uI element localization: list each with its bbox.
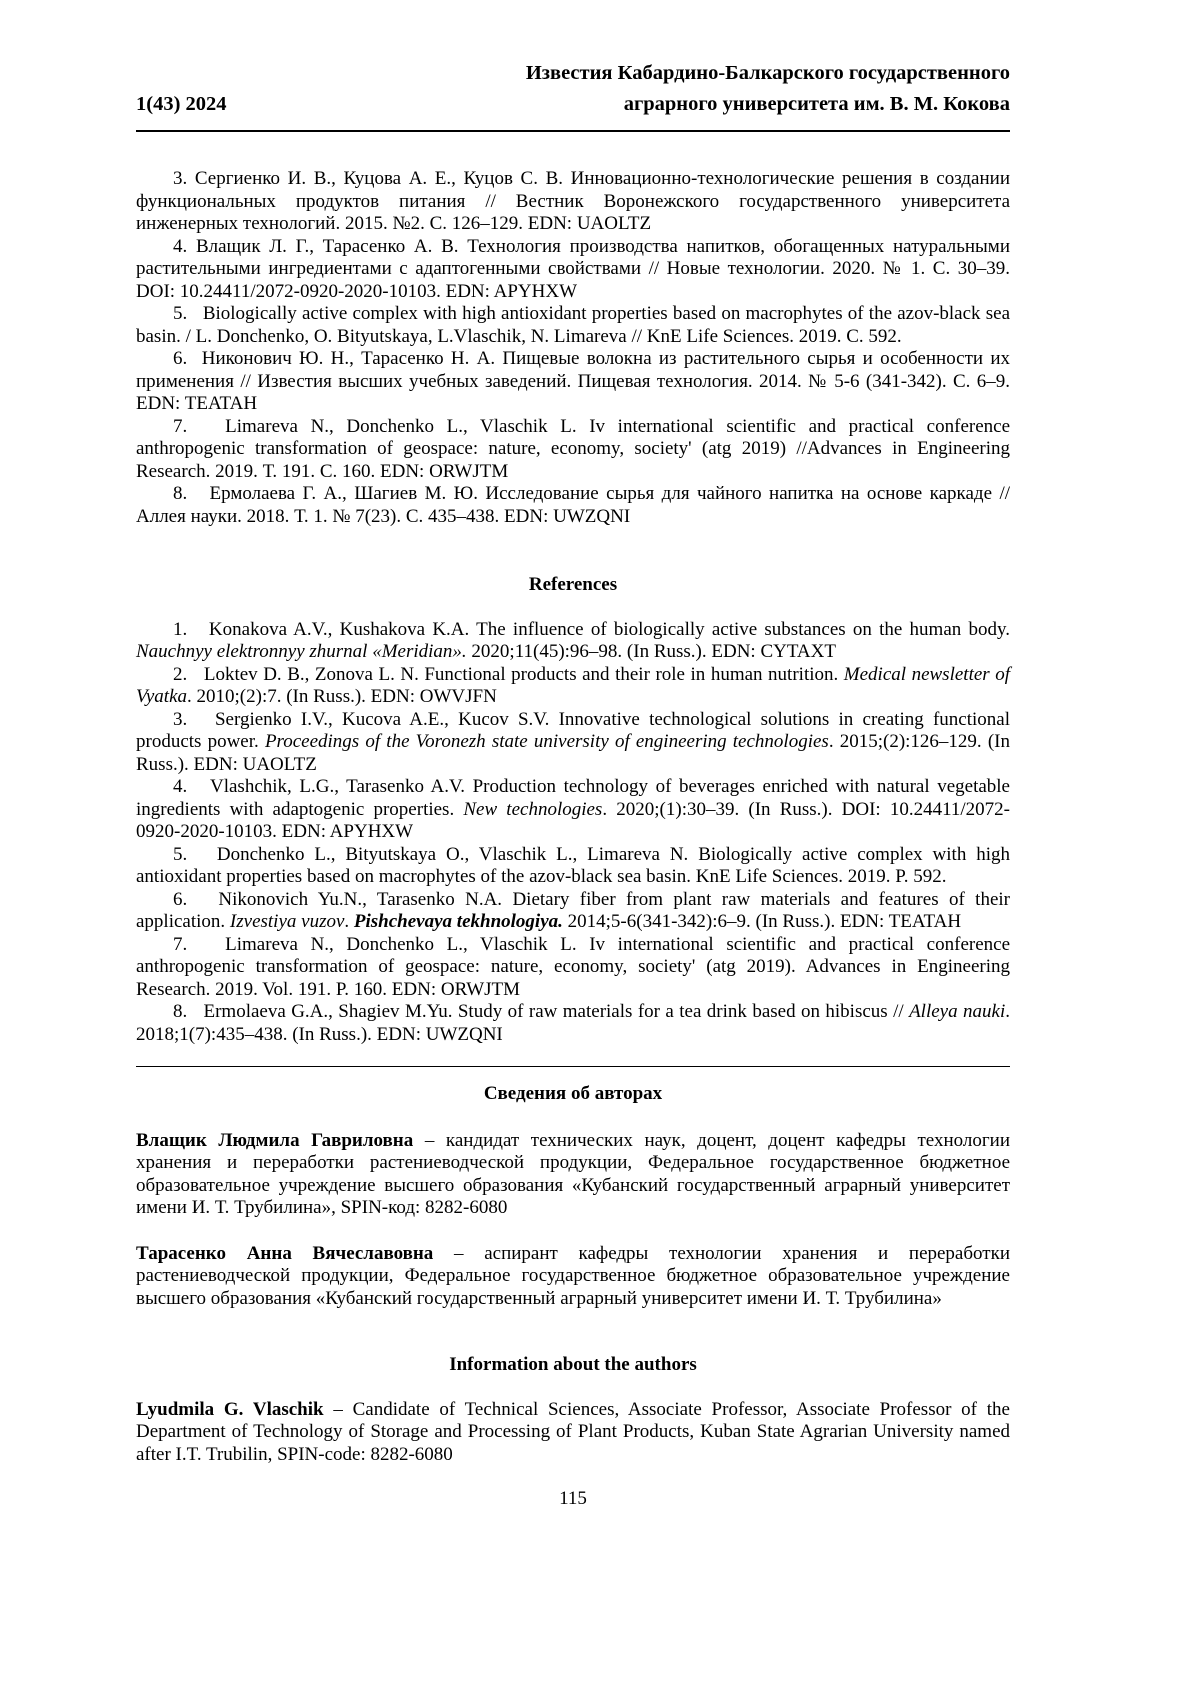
author-description: – аспирант кафедры технологии хранения и переработки растениеводческой продукции, Федеральное государственное бюджетное образовательное учреждение высшего образования «Кубанский государственный аграрный университет имени И. Т. Трубилина» (136, 1242, 1010, 1309)
reference-text: . 2015;(2):126–129. (In Russ.). EDN: UAOLTZ (136, 731, 1010, 775)
author-description: – Candidate of Technical Sciences, Associate Professor, Associate Professor of the Department of Technology of Storage and Processing of Plant Products, Kuban State Agrarian University named after I.T. Trubilin, SPIN-code: 8282-6080 (136, 1398, 1010, 1465)
page-header (136, 58, 1010, 132)
authors-ru-heading: Сведения об авторах (483, 1083, 663, 1104)
reference-source-italic: Nauchnyy elektronnyy zhurnal «Meridian». (136, 641, 467, 662)
author-entry-ru-2 (136, 1243, 1010, 1311)
authors-ru-section (136, 1130, 1010, 1311)
page-number: 115 (559, 1488, 587, 1509)
author-name: Влащик Людмила Гавриловна (136, 1129, 414, 1151)
reference-item-3 (136, 709, 1010, 777)
authors-en-heading: Information about the authors (449, 1354, 697, 1375)
reference-text: . 2010;(2):7. (In Russ.). EDN: OWVJFN (187, 686, 497, 707)
reference-item-5 (136, 844, 1010, 889)
reference-item-7 (136, 934, 1010, 1002)
reference-text: 1. Konakova A.V., Kushakova K.A. The influence of biologically active substances on the human body. (173, 618, 1010, 640)
reference-item-6 (136, 889, 1010, 934)
author-description: – кандидат технических наук, доцент, доцент кафедры технологии хранения и переработки растениеводческой продукции, Федеральное государственное бюджетное образовательное учреждение высшего образования «Кубанский государственный аграрный университет имени И. Т. Трубилина», SPIN-код: 8282-6080 (136, 1129, 1011, 1218)
reference-text: 3. Sergienko I.V., Kucova A.E., Kucov S.V. Innovative technological solutions in creating functional products power. (136, 708, 1010, 752)
journal-title-line-1: Известия Кабардино-Балкарского государственного (525, 62, 1010, 84)
reference-source-italic: Proceedings of the Voronezh state university of engineering technologies (264, 731, 829, 752)
reference-text: . 2020;(1):30–39. (In Russ.). DOI: 10.24411/2072-0920-2020-10103. EDN: APYHXW (136, 798, 1011, 842)
journal-title (526, 58, 1010, 120)
bibliography-section (136, 168, 1010, 528)
reference-item-1 (136, 619, 1010, 664)
reference-item-8 (136, 1001, 1010, 1046)
author-entry-en-1 (136, 1399, 1010, 1467)
reference-text: 7. Limareva N., Donchenko L., Vlaschik L. Iv international scientific and practical conference anthropogenic transformation of geospace: nature, economy, society' (atg 2019). Advances in Engineering Research. 2019. Vol. 191. P. 160. EDN: ORWJTM (136, 933, 1010, 1000)
journal-title-line-2: аграрного университета им. В. М. Кокова (623, 93, 1010, 115)
author-name: Тарасенко Анна Вячеславовна (136, 1242, 434, 1264)
reference-text: 2014;5-6(341-342):6–9. (In Russ.). EDN: TEATAH (562, 911, 962, 932)
issue-label: 1(43) 2024 (136, 93, 227, 115)
reference-item-4 (136, 776, 1010, 844)
bibliography-item-7: 7. Limareva N., Donchenko L., Vlaschik L. Iv international scientific and practical conference anthropogenic transformation of geospace: nature, economy, society' (atg 2019) //Advances in Engineering Research. 2019. Т. 191. С. 160. EDN: ORWJTM (136, 415, 1010, 482)
section-divider (136, 1066, 1010, 1067)
reference-source-bold-italic: Pishchevaya tekhnologiya. (353, 911, 563, 932)
reference-source-italic: New technologies (463, 798, 603, 820)
references-heading: References (528, 574, 618, 595)
author-name: Lyudmila G. Vlaschik (136, 1398, 324, 1420)
reference-item-2 (136, 664, 1010, 709)
reference-source-italic: Izvestiya vuzov (229, 911, 345, 932)
authors-en-section (136, 1399, 1010, 1467)
reference-text: 6. Nikonovich Yu.N., Tarasenko N.A. Dietary fiber from plant raw materials and features of their application. (136, 888, 1010, 932)
bibliography-item-3: 3. Сергиенко И. В., Куцова А. Е., Куцов С. В. Инновационно-технологические решения в создании функциональных продуктов питания // Вестник Воронежского государственного университета инженерных технологий. 2015. №2. С. 126–129. EDN: UAOLTZ (136, 168, 1010, 234)
reference-text: . (344, 911, 354, 932)
author-entry-ru-1 (136, 1130, 1010, 1220)
bibliography-item-5: 5. Biologically active complex with high antioxidant properties based on macrophytes of the azov-black sea basin. / L. Donchenko, O. Bityutskaya, L.Vlaschik, N. Limareva // KnE Life Sciences. 2019. С. 592. (136, 303, 1010, 347)
reference-text: 2020;11(45):96–98. (In Russ.). EDN: CYTAXT (466, 641, 836, 662)
reference-text: 8. Ermolaeva G.A., Shagiev M.Yu. Study of raw materials for a tea drink based on hibiscus // (173, 1001, 910, 1022)
reference-text: 5. Donchenko L., Bityutskaya O., Vlaschik L., Limareva N. Biologically active complex with high antioxidant properties based on macrophytes of the azov-black sea basin. KnE Life Sciences. 2019. P. 592. (136, 843, 1010, 887)
bibliography-item-4: 4. Влащик Л. Г., Тарасенко А. В. Технология производства напитков, обогащенных натуральными растительными ингредиентами с адаптогенными свойствами // Новые технологии. 2020. № 1. С. 30–39. DOI: 10.24411/2072-0920-2020-10103. EDN: APYHXW (136, 235, 1010, 302)
bibliography-item-6: 6. Никонович Ю. Н., Тарасенко Н. А. Пищевые волокна из растительного сырья и особенности их применения // Известия высших учебных заведений. Пищевая технология. 2014. № 5-6 (341-342). С. 6–9. EDN: TEATAH (136, 348, 1010, 414)
reference-text: . 2018;1(7):435–438. (In Russ.). EDN: UWZQNI (136, 1001, 1010, 1045)
reference-source-italic: Alleya nauki (909, 1001, 1006, 1022)
bibliography-item-8: 8. Ермолаева Г. А., Шагиев М. Ю. Исследование сырья для чайного напитка на основе каркаде // Аллея науки. 2018. Т. 1. № 7(23). С. 435–438. EDN: UWZQNI (136, 483, 1010, 527)
reference-text: 4. Vlashchik, L.G., Tarasenko A.V. Production technology of beverages enriched with natural vegetable ingredients with adaptogenic properties. (136, 776, 1010, 820)
references-section (136, 619, 1010, 1047)
reference-source-italic: Medical newsletter of Vyatka (136, 663, 1010, 707)
reference-text: 2. Loktev D. B., Zonova L. N. Functional products and their role in human nutrition. (173, 663, 844, 685)
